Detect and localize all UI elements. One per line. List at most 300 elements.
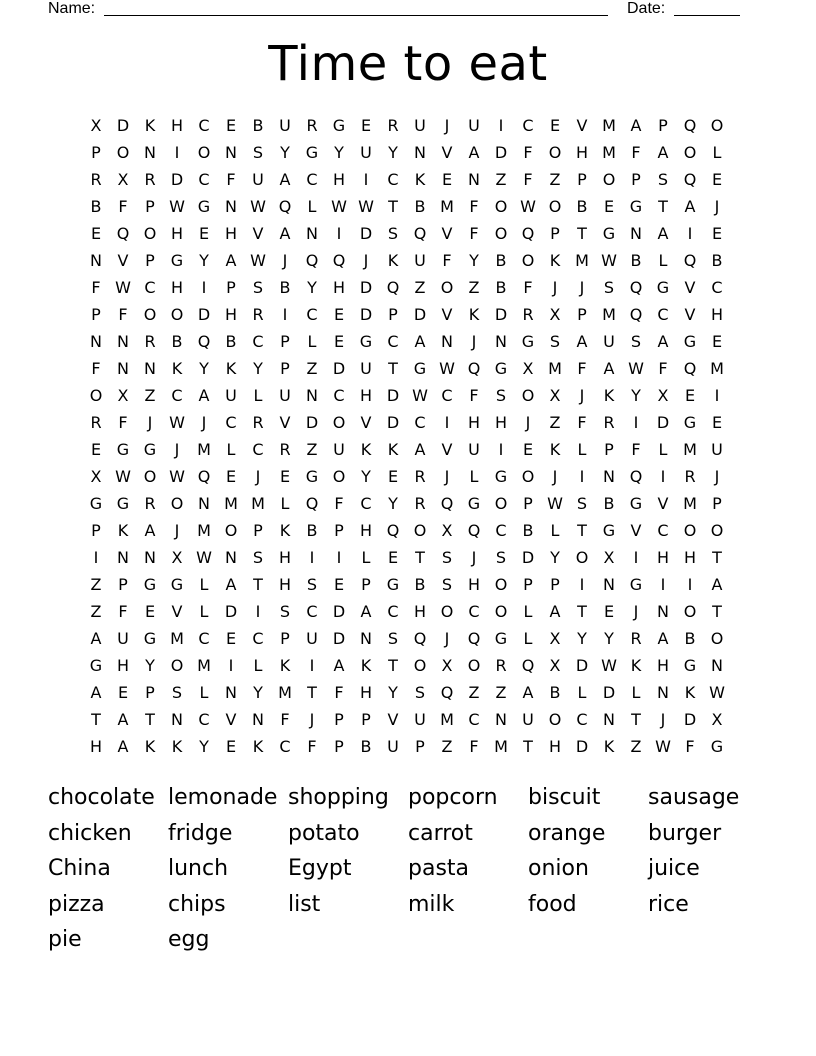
- grid-letter: W: [196, 548, 212, 567]
- grid-letter: Q: [197, 467, 211, 486]
- grid-letter: X: [171, 548, 183, 567]
- grid-letter: O: [710, 629, 724, 648]
- grid-letter: W: [331, 197, 347, 216]
- grid-letter: R: [144, 332, 156, 351]
- grid-letter: Y: [388, 683, 398, 702]
- grid-letter: G: [332, 116, 346, 135]
- grid-letter: Q: [440, 683, 454, 702]
- grid-letter: F: [631, 440, 641, 459]
- grid-letter: B: [252, 116, 264, 135]
- grid-letter: D: [494, 143, 508, 162]
- grid-letter: N: [306, 386, 318, 405]
- word-list-item: China: [48, 856, 111, 881]
- grid-letter: O: [467, 656, 481, 675]
- grid-letter: N: [657, 683, 669, 702]
- page-title: Time to eat: [268, 36, 548, 92]
- grid-row: [84, 112, 734, 139]
- grid-letter: P: [523, 575, 533, 594]
- grid-letter: O: [575, 548, 589, 567]
- grid-letter: E: [333, 575, 345, 594]
- grid-letter: X: [90, 467, 102, 486]
- word-list-item: fridge: [168, 820, 233, 846]
- grid-letter: U: [468, 440, 480, 459]
- grid-letter: E: [333, 305, 345, 324]
- grid-letter: F: [631, 143, 641, 162]
- grid-letter: K: [279, 521, 291, 540]
- grid-letter: N: [144, 143, 156, 162]
- grid-letter: A: [90, 629, 102, 648]
- grid-letter: I: [498, 440, 504, 459]
- grid-letter: T: [307, 683, 317, 702]
- grid-row: [84, 625, 734, 652]
- grid-letter: Z: [495, 683, 507, 702]
- grid-letter: P: [523, 494, 533, 513]
- grid-letter: Q: [683, 170, 697, 189]
- grid-letter: Q: [413, 224, 427, 243]
- grid-letter: B: [603, 494, 615, 513]
- grid-letter: B: [279, 278, 291, 297]
- grid-letter: H: [332, 170, 346, 189]
- grid-letter: N: [225, 683, 237, 702]
- grid-row: [84, 733, 734, 760]
- grid-letter: S: [657, 170, 669, 189]
- grid-row: [84, 382, 734, 409]
- grid-letter: F: [226, 170, 236, 189]
- date-label: Date:: [627, 0, 666, 17]
- grid-letter: G: [656, 278, 670, 297]
- grid-letter: O: [710, 116, 724, 135]
- grid-letter: Y: [280, 143, 290, 162]
- grid-letter: K: [252, 737, 264, 756]
- grid-letter: R: [495, 656, 507, 675]
- grid-letter: N: [117, 548, 129, 567]
- grid-letter: P: [604, 440, 614, 459]
- grid-letter: B: [360, 737, 372, 756]
- grid-letter: N: [603, 467, 615, 486]
- grid-letter: Z: [90, 602, 102, 621]
- grid-letter: Q: [305, 494, 319, 513]
- grid-letter: O: [494, 602, 508, 621]
- grid-letter: J: [471, 332, 477, 351]
- grid-letter: C: [306, 305, 318, 324]
- grid-letter: M: [494, 737, 508, 756]
- grid-letter: O: [143, 305, 157, 324]
- grid-letter: I: [714, 386, 720, 405]
- grid-letter: F: [118, 413, 128, 432]
- grid-row: [84, 706, 734, 733]
- grid-row: [84, 328, 734, 355]
- grid-letter: F: [469, 197, 479, 216]
- grid-letter: A: [144, 521, 156, 540]
- grid-letter: J: [552, 467, 558, 486]
- grid-letter: X: [549, 629, 561, 648]
- grid-letter: I: [633, 548, 639, 567]
- grid-letter: X: [522, 359, 534, 378]
- grid-letter: I: [309, 548, 315, 567]
- grid-letter: G: [629, 494, 643, 513]
- grid-letter: L: [712, 143, 722, 162]
- grid-letter: F: [658, 359, 668, 378]
- grid-letter: M: [197, 440, 211, 459]
- grid-letter: G: [143, 575, 157, 594]
- grid-letter: R: [279, 440, 291, 459]
- grid-letter: O: [494, 197, 508, 216]
- grid-letter: D: [683, 710, 697, 729]
- word-list-item: juice: [648, 856, 700, 881]
- grid-letter: O: [440, 602, 454, 621]
- grid-letter: K: [225, 359, 237, 378]
- grid-letter: V: [360, 413, 372, 432]
- grid-letter: X: [117, 170, 129, 189]
- grid-letter: P: [91, 521, 101, 540]
- grid-letter: D: [116, 116, 130, 135]
- grid-letter: I: [336, 548, 342, 567]
- grid-letter: B: [711, 251, 723, 270]
- grid-letter: H: [359, 521, 373, 540]
- word-list-item: biscuit: [528, 785, 601, 810]
- grid-letter: E: [360, 116, 372, 135]
- grid-letter: V: [684, 305, 696, 324]
- grid-letter: Y: [550, 548, 560, 567]
- grid-letter: A: [279, 170, 291, 189]
- grid-letter: A: [603, 359, 615, 378]
- grid-row: [84, 571, 734, 598]
- grid-letter: J: [714, 197, 720, 216]
- grid-letter: H: [467, 575, 481, 594]
- grid-letter: I: [498, 116, 504, 135]
- grid-letter: A: [657, 224, 669, 243]
- grid-letter: X: [549, 656, 561, 675]
- grid-letter: W: [169, 413, 185, 432]
- grid-letter: K: [144, 116, 156, 135]
- grid-letter: S: [252, 548, 264, 567]
- word-list-item: Egypt: [288, 856, 352, 881]
- grid-letter: O: [548, 197, 562, 216]
- grid-letter: P: [361, 575, 371, 594]
- grid-letter: N: [495, 710, 507, 729]
- grid-letter: M: [602, 305, 616, 324]
- grid-letter: O: [494, 224, 508, 243]
- word-list-item: potato: [288, 820, 360, 846]
- grid-letter: X: [711, 710, 723, 729]
- grid-letter: M: [278, 683, 292, 702]
- grid-letter: K: [468, 305, 480, 324]
- grid-letter: J: [309, 710, 315, 729]
- grid-letter: E: [603, 197, 615, 216]
- grid-letter: K: [549, 440, 561, 459]
- grid-row: [84, 490, 734, 517]
- grid-letter: N: [198, 494, 210, 513]
- word-list-item: shopping: [288, 785, 389, 810]
- grid-letter: L: [307, 197, 317, 216]
- grid-letter: J: [552, 278, 558, 297]
- grid-letter: W: [655, 737, 671, 756]
- grid-letter: O: [494, 494, 508, 513]
- grid-letter: E: [711, 332, 723, 351]
- grid-letter: O: [413, 521, 427, 540]
- grid-letter: Q: [683, 116, 697, 135]
- grid-letter: G: [413, 359, 427, 378]
- grid-letter: B: [495, 278, 507, 297]
- grid-letter: H: [494, 413, 508, 432]
- grid-letter: C: [198, 710, 210, 729]
- grid-letter: S: [387, 629, 399, 648]
- grid-letter: H: [359, 683, 373, 702]
- grid-letter: J: [579, 386, 585, 405]
- grid-letter: M: [440, 710, 454, 729]
- grid-letter: G: [494, 629, 508, 648]
- grid-letter: H: [683, 548, 697, 567]
- grid-letter: V: [657, 494, 669, 513]
- grid-letter: L: [199, 602, 209, 621]
- grid-letter: C: [306, 170, 318, 189]
- grid-letter: E: [711, 170, 723, 189]
- grid-letter: N: [603, 575, 615, 594]
- grid-letter: D: [359, 278, 373, 297]
- grid-letter: E: [144, 602, 156, 621]
- grid-letter: Q: [467, 629, 481, 648]
- grid-letter: H: [656, 656, 670, 675]
- grid-letter: C: [198, 116, 210, 135]
- grid-letter: R: [252, 305, 264, 324]
- grid-row: [84, 652, 734, 679]
- grid-letter: G: [602, 521, 616, 540]
- grid-letter: U: [711, 440, 723, 459]
- grid-letter: T: [388, 359, 398, 378]
- grid-letter: I: [282, 305, 288, 324]
- grid-letter: Y: [388, 494, 398, 513]
- grid-letter: D: [170, 170, 184, 189]
- grid-letter: O: [170, 656, 184, 675]
- grid-letter: Z: [414, 278, 426, 297]
- grid-letter: L: [199, 683, 209, 702]
- grid-letter: V: [441, 224, 453, 243]
- grid-letter: T: [577, 521, 587, 540]
- grid-letter: O: [332, 467, 346, 486]
- grid-letter: N: [225, 197, 237, 216]
- grid-letter: X: [90, 116, 102, 135]
- grid-letter: B: [522, 521, 534, 540]
- grid-letter: G: [116, 440, 130, 459]
- grid-letter: F: [685, 737, 695, 756]
- grid-letter: W: [439, 359, 455, 378]
- grid-row: [84, 409, 734, 436]
- grid-letter: J: [201, 413, 207, 432]
- grid-letter: A: [279, 224, 291, 243]
- grid-letter: P: [145, 683, 155, 702]
- grid-letter: K: [117, 521, 129, 540]
- grid-letter: H: [170, 116, 184, 135]
- grid-letter: C: [711, 278, 723, 297]
- grid-letter: E: [333, 332, 345, 351]
- grid-row: [84, 679, 734, 706]
- grid-letter: V: [387, 710, 399, 729]
- grid-letter: A: [657, 332, 669, 351]
- grid-letter: Z: [549, 413, 561, 432]
- name-label: Name:: [48, 0, 96, 17]
- grid-letter: F: [334, 494, 344, 513]
- word-list-item: pie: [48, 927, 82, 952]
- grid-letter: P: [334, 710, 344, 729]
- grid-letter: Q: [332, 251, 346, 270]
- grid-letter: C: [657, 521, 669, 540]
- word-list-item: chicken: [48, 820, 132, 846]
- grid-letter: Y: [577, 629, 587, 648]
- grid-letter: R: [414, 494, 426, 513]
- word-list-item: popcorn: [408, 785, 498, 810]
- grid-letter: O: [440, 278, 454, 297]
- grid-letter: R: [414, 467, 426, 486]
- grid-letter: J: [363, 251, 369, 270]
- grid-letter: P: [361, 710, 371, 729]
- grid-letter: Z: [144, 386, 156, 405]
- word-list-item: sausage: [648, 785, 740, 810]
- grid-letter: N: [90, 251, 102, 270]
- grid-letter: F: [307, 737, 317, 756]
- grid-letter: Y: [388, 143, 398, 162]
- grid-letter: J: [525, 413, 531, 432]
- grid-letter: Q: [116, 224, 130, 243]
- grid-letter: H: [224, 305, 238, 324]
- grid-letter: F: [469, 386, 479, 405]
- grid-letter: F: [91, 278, 101, 297]
- grid-letter: V: [576, 116, 588, 135]
- grid-letter: K: [387, 251, 399, 270]
- grid-letter: J: [471, 548, 477, 567]
- grid-letter: L: [253, 656, 263, 675]
- grid-letter: U: [306, 629, 318, 648]
- grid-letter: C: [495, 521, 507, 540]
- grid-letter: W: [520, 197, 536, 216]
- grid-letter: L: [658, 251, 668, 270]
- grid-letter: C: [414, 413, 426, 432]
- grid-letter: K: [360, 656, 372, 675]
- grid-letter: Q: [413, 629, 427, 648]
- grid-letter: P: [280, 359, 290, 378]
- grid-letter: A: [90, 683, 102, 702]
- grid-letter: U: [279, 116, 291, 135]
- word-list-item: burger: [648, 820, 722, 846]
- grid-letter: L: [199, 575, 209, 594]
- grid-letter: A: [225, 251, 237, 270]
- grid-letter: O: [197, 143, 211, 162]
- grid-letter: A: [576, 332, 588, 351]
- grid-letter: G: [521, 332, 535, 351]
- grid-letter: K: [279, 656, 291, 675]
- grid-letter: Z: [495, 170, 507, 189]
- grid-letter: D: [197, 305, 211, 324]
- grid-letter: E: [549, 116, 561, 135]
- grid-letter: J: [282, 251, 288, 270]
- grid-letter: C: [252, 440, 264, 459]
- grid-letter: N: [630, 224, 642, 243]
- grid-letter: E: [198, 224, 210, 243]
- grid-letter: G: [710, 737, 724, 756]
- grid-letter: L: [253, 386, 263, 405]
- grid-letter: X: [441, 656, 453, 675]
- word-list-item: egg: [168, 927, 210, 952]
- grid-letter: Q: [683, 359, 697, 378]
- grid-letter: F: [118, 305, 128, 324]
- grid-letter: C: [198, 629, 210, 648]
- grid-letter: H: [710, 305, 724, 324]
- grid-letter: O: [710, 521, 724, 540]
- grid-letter: O: [548, 710, 562, 729]
- grid-letter: S: [252, 143, 264, 162]
- grid-letter: X: [603, 548, 615, 567]
- grid-letter: I: [633, 413, 639, 432]
- grid-letter: Y: [361, 467, 371, 486]
- grid-letter: K: [144, 737, 156, 756]
- grid-letter: Y: [253, 683, 263, 702]
- grid-letter: X: [441, 521, 453, 540]
- grid-letter: S: [495, 386, 507, 405]
- grid-letter: C: [306, 602, 318, 621]
- grid-letter: P: [280, 629, 290, 648]
- grid-letter: P: [712, 494, 722, 513]
- grid-letter: C: [576, 710, 588, 729]
- grid-letter: O: [548, 143, 562, 162]
- grid-letter: H: [413, 602, 427, 621]
- grid-letter: Z: [441, 737, 453, 756]
- grid-letter: O: [143, 224, 157, 243]
- grid-letter: U: [414, 116, 426, 135]
- grid-letter: G: [359, 332, 373, 351]
- grid-row: [84, 544, 734, 571]
- grid-letter: K: [549, 251, 561, 270]
- grid-letter: O: [170, 305, 184, 324]
- grid-letter: E: [117, 683, 129, 702]
- grid-letter: O: [413, 656, 427, 675]
- grid-letter: N: [225, 548, 237, 567]
- grid-letter: E: [711, 413, 723, 432]
- word-list-item: food: [528, 891, 577, 917]
- grid-letter: J: [633, 602, 639, 621]
- grid-letter: Y: [631, 386, 641, 405]
- grid-letter: P: [253, 521, 263, 540]
- grid-letter: K: [603, 737, 615, 756]
- grid-letter: X: [117, 386, 129, 405]
- grid-letter: N: [171, 710, 183, 729]
- grid-letter: V: [279, 413, 291, 432]
- grid-letter: G: [629, 575, 643, 594]
- grid-letter: E: [441, 170, 453, 189]
- grid-letter: H: [575, 143, 589, 162]
- grid-letter: G: [602, 224, 616, 243]
- grid-letter: P: [118, 575, 128, 594]
- grid-letter: G: [683, 656, 697, 675]
- grid-letter: A: [657, 143, 669, 162]
- grid-letter: N: [252, 710, 264, 729]
- grid-letter: J: [174, 521, 180, 540]
- grid-letter: M: [575, 251, 589, 270]
- grid-letter: H: [278, 575, 292, 594]
- grid-letter: P: [145, 251, 155, 270]
- grid-letter: N: [441, 332, 453, 351]
- grid-letter: F: [523, 278, 533, 297]
- grid-letter: R: [306, 116, 318, 135]
- grid-letter: R: [630, 629, 642, 648]
- grid-letter: K: [603, 386, 615, 405]
- grid-letter: H: [467, 413, 481, 432]
- grid-letter: R: [387, 116, 399, 135]
- grid-letter: P: [550, 575, 560, 594]
- grid-letter: R: [90, 413, 102, 432]
- grid-letter: K: [414, 170, 426, 189]
- grid-letter: E: [522, 440, 534, 459]
- grid-letter: M: [683, 494, 697, 513]
- grid-letter: U: [225, 386, 237, 405]
